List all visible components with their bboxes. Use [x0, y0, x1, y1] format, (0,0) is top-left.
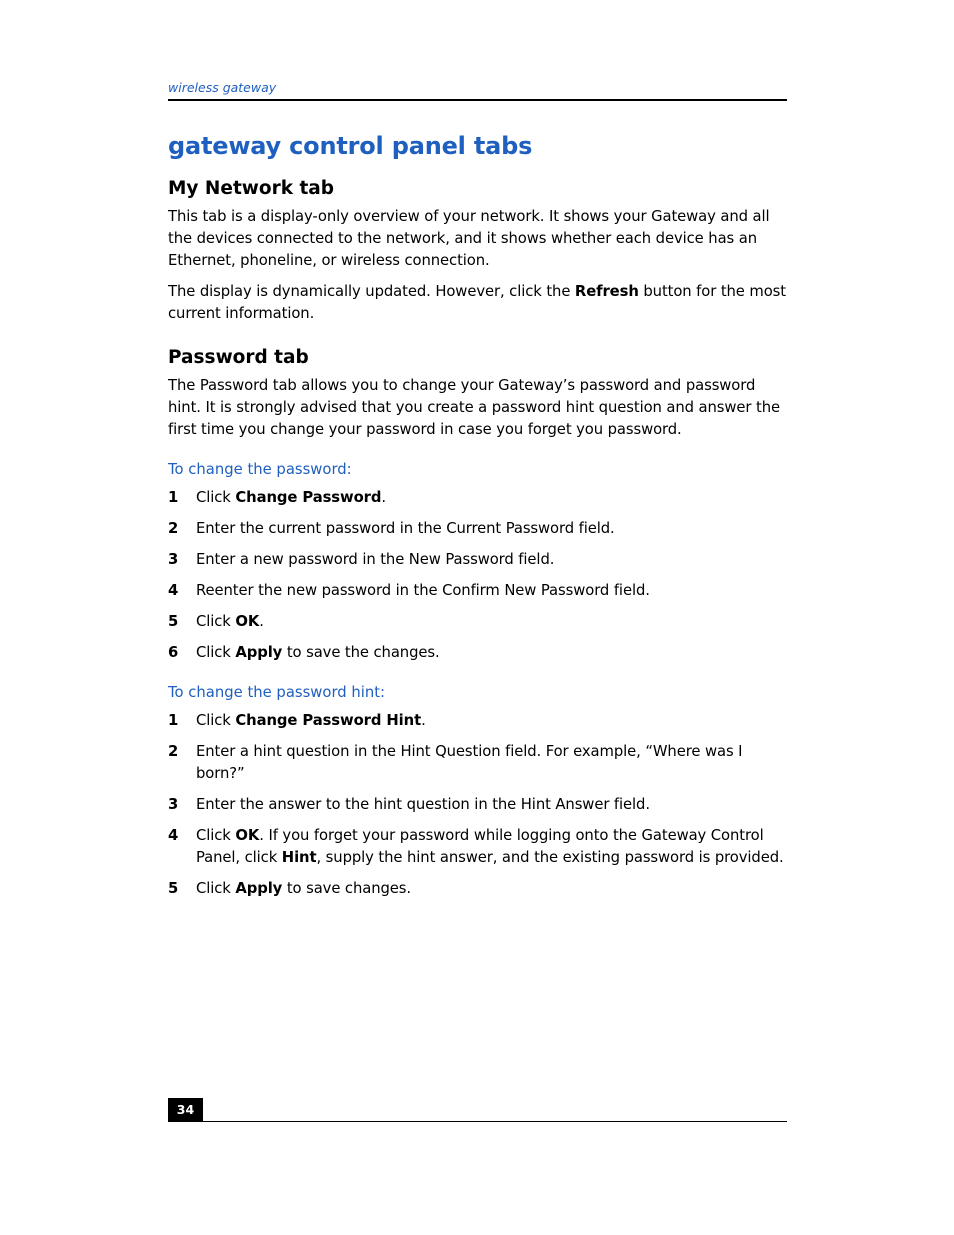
step-bold-term: Apply	[235, 880, 283, 897]
step-text: .	[381, 489, 386, 506]
step-item	[168, 794, 787, 816]
refresh-term: Refresh	[574, 283, 639, 300]
step-item	[168, 710, 787, 732]
text-run: The display is dynamically updated. However, click the	[168, 283, 575, 300]
step-number: 1	[168, 489, 179, 506]
running-header: wireless gateway	[168, 80, 277, 95]
step-number: 5	[168, 880, 179, 897]
page-title: gateway control panel tabs	[168, 132, 533, 160]
change-password-steps	[168, 487, 787, 664]
step-item	[168, 549, 787, 571]
step-item	[168, 825, 787, 869]
step-text: Enter the answer to the hint question in the Hint Answer field.	[196, 796, 650, 813]
text-run: button for the most current information.	[168, 283, 786, 322]
step-number: 3	[168, 796, 179, 813]
step-text: .	[259, 613, 264, 630]
step-number: 2	[168, 520, 179, 537]
change-hint-steps	[168, 710, 787, 900]
step-text: Enter the current password in the Current Password field.	[196, 520, 615, 537]
step-item	[168, 741, 787, 785]
my-network-paragraph-1: This tab is a display-only overview of your network. It shows your Gateway and all the devices connected to the network, and it shows whether each device has an Ethernet, phoneline, or wireless connection.	[168, 208, 770, 269]
change-hint-procedure-title: To change the password hint:	[168, 684, 386, 701]
password-heading: Password tab	[168, 347, 309, 368]
step-item	[168, 580, 787, 602]
step-text: . If you forget your password while logging onto the Gateway Control Panel, click	[196, 827, 764, 866]
step-number: 1	[168, 712, 179, 729]
step-text: Click	[196, 613, 236, 630]
password-section	[168, 345, 787, 900]
step-number: 4	[168, 582, 179, 599]
step-number: 6	[168, 644, 179, 661]
step-bold-term: Change Password Hint	[235, 712, 422, 729]
step-text: Enter a new password in the New Password field.	[196, 551, 555, 568]
step-text: Click	[196, 644, 236, 661]
step-text: to save the changes.	[282, 644, 440, 661]
step-number: 5	[168, 613, 179, 630]
change-password-procedure-title: To change the password:	[168, 461, 352, 478]
step-bold-term: OK	[235, 827, 260, 844]
step-bold-term: OK	[235, 613, 260, 630]
step-text: Click	[196, 880, 236, 897]
my-network-heading: My Network tab	[168, 178, 335, 199]
step-number: 2	[168, 743, 179, 760]
step-bold-term: Change Password	[235, 489, 382, 506]
step-text: Click	[196, 827, 236, 844]
main-content	[168, 128, 787, 909]
footer-rule	[168, 1121, 787, 1122]
document-page	[168, 0, 787, 1235]
header-rule	[168, 99, 787, 101]
step-item	[168, 878, 787, 900]
step-text: Click	[196, 712, 236, 729]
step-bold-term: Hint	[281, 849, 317, 866]
step-number: 3	[168, 551, 179, 568]
step-text: , supply the hint answer, and the existing password is provided.	[316, 849, 784, 866]
step-item	[168, 611, 787, 633]
step-item	[168, 642, 787, 664]
step-bold-term: Apply	[235, 644, 283, 661]
my-network-section	[168, 176, 787, 325]
step-text: Reenter the new password in the Confirm New Password field.	[196, 582, 650, 599]
step-item	[168, 487, 787, 509]
page-number: 34	[168, 1098, 203, 1122]
step-item	[168, 518, 787, 540]
step-text: .	[421, 712, 426, 729]
my-network-paragraph-2	[168, 281, 787, 325]
step-text: to save changes.	[282, 880, 412, 897]
step-number: 4	[168, 827, 179, 844]
password-paragraph: The Password tab allows you to change your Gateway’s password and password hint. It is strongly advised that you create a password hint question and answer the first time you change your password in case you forget you password.	[168, 377, 780, 438]
step-text: Enter a hint question in the Hint Question field. For example, “Where was I born?”	[196, 743, 743, 782]
step-text: Click	[196, 489, 236, 506]
